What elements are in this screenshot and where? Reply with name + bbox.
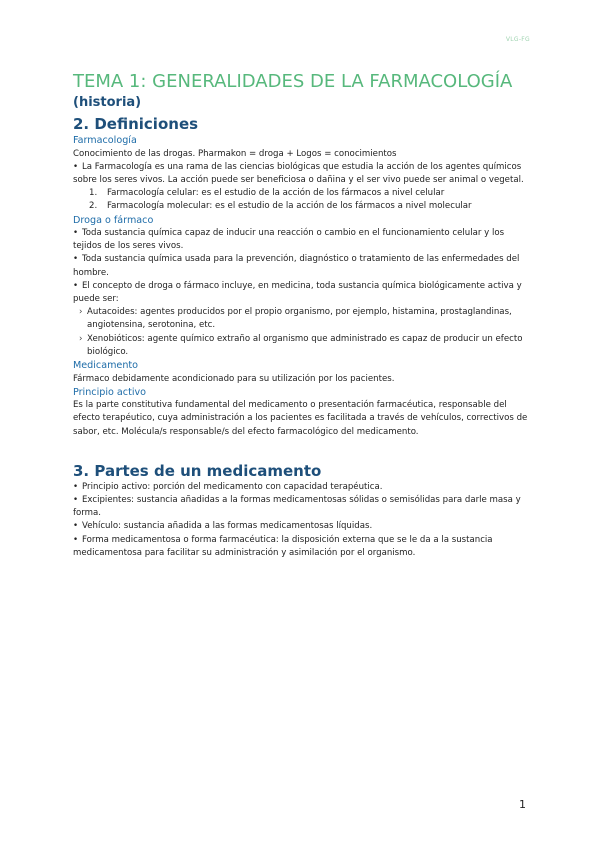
- bullet-icon: •: [73, 161, 79, 172]
- numbered-item: [73, 200, 528, 213]
- bullet-item: [73, 280, 528, 306]
- bullet-icon: •: [73, 280, 79, 291]
- bullet-icon: •: [73, 254, 79, 265]
- bullet-text: Excipientes: sustancia añadidas a la formas medicamentosas sólidas o semisólidas para darle masa y forma.: [73, 495, 521, 519]
- chevron-right-icon: ›: [79, 307, 83, 318]
- item-text: Farmacología molecular: es el estudio de la acción de los fármacos a nivel molecular: [107, 201, 472, 212]
- bullet-text: Vehículo: sustancia añadida a las formas medicamentosas líquidas.: [82, 521, 373, 532]
- item-text: Farmacología celular: es el estudio de la acción de los fármacos a nivel celular: [107, 188, 445, 199]
- page-title: TEMA 1: GENERALIDADES DE LA FARMACOLOGÍA: [73, 71, 513, 92]
- subheading-medicamento: Medicamento: [73, 360, 139, 372]
- sub-item: [73, 306, 528, 332]
- watermark: VLG-FG: [505, 36, 530, 43]
- bullet-item: [73, 520, 528, 533]
- page-subtitle: (historia): [73, 95, 142, 110]
- bullet-icon: •: [73, 521, 79, 532]
- bullet-icon: •: [73, 228, 79, 239]
- subheading-farmacologia: Farmacología: [73, 135, 137, 146]
- bullet-item: [73, 227, 528, 253]
- bullet-text: El concepto de droga o fármaco incluye, en medicina, toda sustancia química biológicamente activa y puede ser:: [73, 280, 522, 305]
- subheading-principio-activo: Principio activo: [73, 386, 147, 398]
- item-number: 2.: [89, 201, 98, 212]
- page-number: 1: [519, 798, 526, 811]
- bullet-icon: •: [73, 495, 79, 506]
- subheading-droga: Droga o fármaco: [73, 214, 154, 226]
- bullet-text: Forma medicamentosa o forma farmacéutica: la disposición externa que se le da a la sustancia medicamentosa para facilitar su administración y asimilación por el organismo.: [73, 534, 493, 558]
- paragraph: Fármaco debidamente acondicionado para su utilización por los pacientes.: [73, 373, 395, 384]
- sub-item: [73, 333, 528, 359]
- item-number: 1.: [89, 188, 98, 199]
- sub-item-text: Autacoides: agentes producidos por el propio organismo, por ejemplo, histamina, prostaglandinas, angiotensina, serotonina, etc.: [87, 307, 512, 331]
- bullet-text: Toda sustancia química capaz de inducir una reacción o cambio en el funcionamiento celular y los tejidos de los seres vivos.: [73, 228, 505, 252]
- paragraph: Es la parte constitutiva fundamental del medicamento o presentación farmacéutica, responsable del efecto terapéutico, cuya administración a los pacientes es facilitada a través de vehículos, correctivos de sabor, etc. Molécula/s responsable/s del efecto farmacológico del medicamento.: [73, 400, 528, 437]
- section-heading-partes: 3. Partes de un medicamento: [73, 461, 322, 480]
- bullet-text: La Farmacología es una rama de las ciencias biológicas que estudia la acción de los agentes químicos sobre los seres vivos. La acción puede ser beneficiosa o dañina y el ser vivo puede ser animal o vegetal.: [73, 161, 524, 185]
- bullet-item: [73, 494, 528, 520]
- bullet-icon: •: [73, 534, 79, 545]
- bullet-text: Toda sustancia química usada para la prevención, diagnóstico o tratamiento de las enfermedades del hombre.: [73, 254, 520, 278]
- bullet-text: Principio activo: porción del medicamento con capacidad terapéutica.: [82, 481, 383, 492]
- bullet-item: [73, 253, 528, 279]
- bullet-icon: •: [73, 481, 79, 492]
- chevron-right-icon: ›: [79, 333, 83, 344]
- bullet-item: [73, 534, 528, 560]
- bullet-item: [73, 481, 528, 494]
- section-heading-definiciones: 2. Definiciones: [73, 115, 199, 133]
- paragraph: Conocimiento de las drogas. Pharmakon = droga + Logos = conocimientos: [73, 148, 397, 159]
- page-content: [73, 70, 528, 560]
- sub-item-text: Xenobióticos: agente químico extraño al organismo que administrado es capaz de producir un efecto biológico.: [87, 333, 523, 357]
- numbered-item: [73, 187, 528, 200]
- bullet-item: [73, 161, 528, 187]
